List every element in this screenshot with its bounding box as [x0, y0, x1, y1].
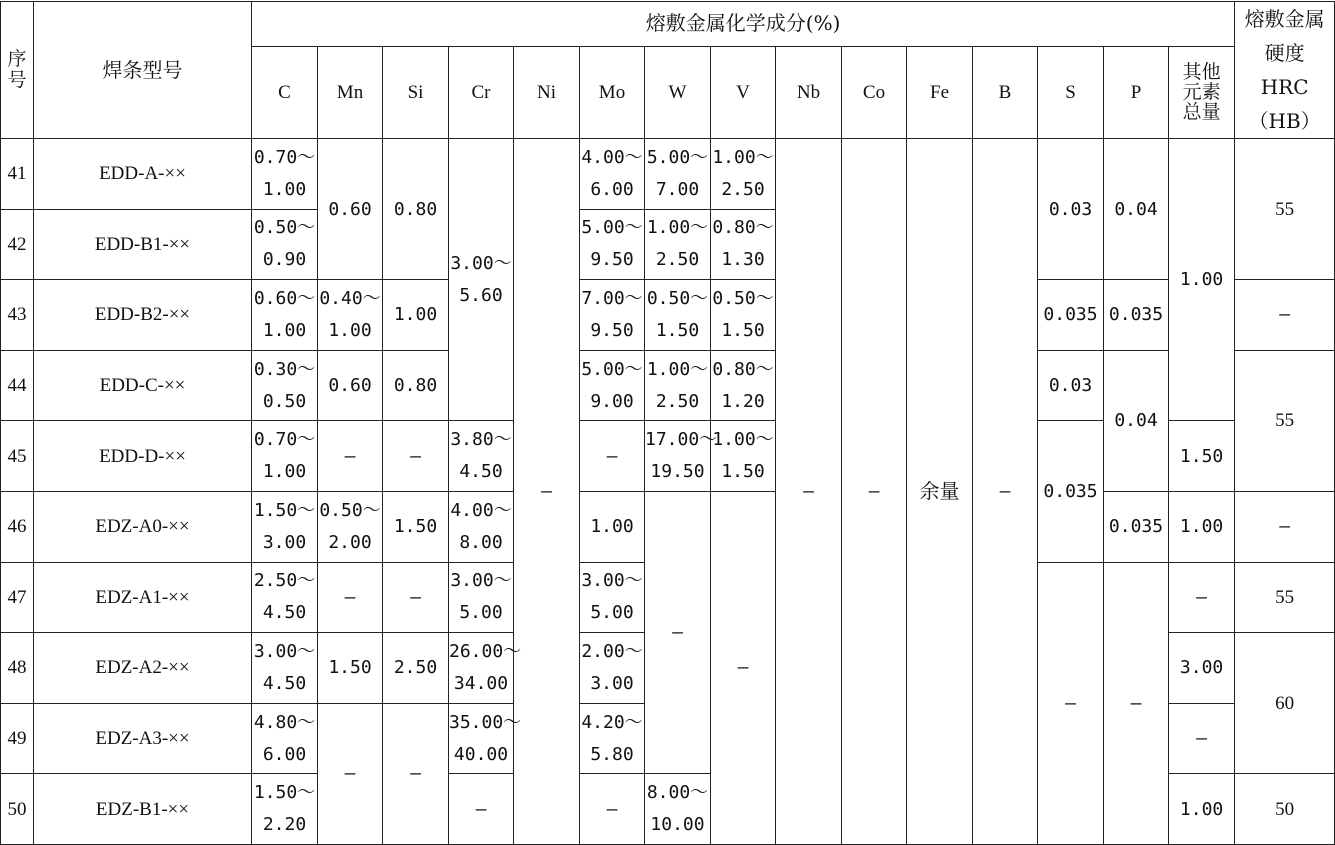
row-no: 42: [1, 209, 34, 280]
range-high: 4.50: [459, 461, 503, 483]
cell-c: [252, 703, 318, 774]
header-composition: 熔敷金属化学成分(%): [252, 2, 1235, 47]
cell-v: —: [711, 491, 776, 844]
header-element-c: C: [252, 46, 318, 138]
cell-other: 3.00: [1169, 633, 1235, 704]
range-high: 1.00: [262, 319, 307, 341]
cell-cr: [449, 633, 522, 704]
cell-hardness: 50: [1235, 774, 1335, 845]
range-high: 2.50: [655, 249, 700, 271]
range-low: 17.00～: [645, 429, 718, 451]
range-low: 1.00～: [712, 429, 774, 451]
cell-mn: [318, 491, 383, 562]
row-model: EDZ-A3-××: [34, 703, 252, 774]
cell-mo: [580, 280, 645, 351]
range-low: 0.50～: [646, 287, 709, 309]
header-element-mn: Mn: [318, 46, 383, 138]
range-low: 3.80～: [450, 429, 512, 451]
cell-w: —: [645, 491, 711, 773]
range-high: 9.50: [590, 319, 634, 341]
range-high: 1.50: [721, 461, 765, 483]
range-high: 1.00: [262, 461, 307, 483]
cell-c: [252, 562, 318, 633]
row-model: EDD-B1-××: [34, 209, 252, 280]
range-high: 9.00: [590, 390, 634, 412]
cell-w: [645, 280, 711, 351]
cell-si: —: [383, 562, 449, 633]
cell-w: [645, 350, 711, 421]
range-high: 5.80: [590, 743, 634, 765]
range-high: 0.90: [262, 249, 307, 271]
cell-other: —: [1169, 703, 1235, 774]
range-high: 1.20: [721, 390, 765, 412]
range-high: 1.50: [721, 319, 765, 341]
cell-co: —: [842, 139, 907, 845]
cell-hardness: 55: [1235, 562, 1335, 633]
range-low: 3.00～: [450, 570, 512, 592]
cell-c: [252, 491, 318, 562]
range-low: 5.00～: [581, 217, 643, 239]
header-element-cr: Cr: [449, 46, 514, 138]
cell-w: [645, 139, 711, 210]
range-high: 6.00: [590, 178, 634, 200]
cell-mo: [580, 562, 645, 633]
range-high: 6.00: [262, 743, 307, 765]
range-low: 3.00～: [450, 252, 512, 274]
range-low: 1.00～: [646, 358, 709, 380]
cell-w: [645, 774, 711, 845]
cell-mn: 0.60: [318, 350, 383, 421]
row-no: 49: [1, 703, 34, 774]
range-low: 4.00～: [581, 146, 643, 168]
cell-other: 1.00: [1169, 139, 1235, 421]
cell-cr: [449, 562, 514, 633]
cell-fe: 余量: [907, 139, 973, 845]
header-element-other: 其他元素总量: [1169, 46, 1235, 138]
range-high: 2.20: [262, 814, 307, 836]
cell-mo: —: [580, 421, 645, 492]
range-high: 2.50: [721, 178, 765, 200]
range-high: 0.50: [262, 390, 307, 412]
range-high: 1.00: [328, 319, 372, 341]
header-hardness: 熔敷金属硬度 HRC（HB）: [1235, 2, 1335, 139]
header-element-w: W: [645, 46, 711, 138]
range-high: 5.00: [590, 602, 634, 624]
range-low: 0.80～: [712, 217, 774, 239]
cell-p: 0.035: [1104, 280, 1169, 351]
cell-s: 0.03: [1038, 350, 1104, 421]
range-high: 4.50: [262, 602, 307, 624]
cell-other: 1.50: [1169, 421, 1235, 492]
cell-si: 1.50: [383, 491, 449, 562]
range-low: 0.50～: [319, 499, 381, 521]
range-low: 4.80～: [253, 711, 316, 733]
cell-other: —: [1169, 562, 1235, 633]
range-low: 0.70～: [253, 146, 316, 168]
row-no: 48: [1, 633, 34, 704]
cell-mn: —: [318, 421, 383, 492]
header-model: 焊条型号: [34, 2, 252, 139]
range-low: 2.00～: [581, 640, 643, 662]
header-element-p: P: [1104, 46, 1169, 138]
row-model: EDD-D-××: [34, 421, 252, 492]
cell-hardness: 55: [1235, 350, 1335, 491]
cell-ni: —: [514, 139, 580, 845]
row-model: EDZ-A1-××: [34, 562, 252, 633]
row-model: EDZ-A2-××: [34, 633, 252, 704]
row-model: EDD-B2-××: [34, 280, 252, 351]
cell-hardness: —: [1235, 280, 1335, 351]
cell-p: 0.035: [1104, 491, 1169, 562]
range-low: 0.40～: [319, 287, 381, 309]
header-element-b: B: [973, 46, 1038, 138]
row-model: EDD-A-××: [34, 139, 252, 210]
range-low: 0.80～: [712, 358, 774, 380]
range-high: 4.50: [262, 672, 307, 694]
header-element-s: S: [1038, 46, 1104, 138]
range-low: 35.00～: [449, 711, 522, 733]
range-low: 5.00～: [581, 358, 643, 380]
cell-mn: —: [318, 703, 383, 844]
cell-mo: [580, 703, 645, 774]
range-high: 2.50: [655, 390, 700, 412]
cell-cr: [449, 421, 514, 492]
header-element-si: Si: [383, 46, 449, 138]
range-high: 1.00: [262, 178, 307, 200]
range-low: 0.70～: [253, 429, 316, 451]
range-high: 7.00: [655, 178, 700, 200]
cell-v: [711, 350, 776, 421]
row-no: 44: [1, 350, 34, 421]
cell-w: [645, 421, 718, 492]
cell-hardness: 55: [1235, 139, 1335, 280]
cell-c: [252, 633, 318, 704]
cell-mn: 1.50: [318, 633, 383, 704]
row-model: EDD-C-××: [34, 350, 252, 421]
cell-cr: [449, 139, 514, 421]
range-low: 4.20～: [581, 711, 643, 733]
range-low: 26.00～: [449, 640, 522, 662]
range-high: 9.50: [590, 249, 634, 271]
cell-w: [645, 209, 711, 280]
cell-si: —: [383, 703, 449, 844]
cell-c: [252, 774, 318, 845]
cell-si: 0.80: [383, 139, 449, 280]
cell-s: 0.035: [1038, 280, 1104, 351]
range-low: 0.50～: [712, 287, 774, 309]
range-high: 5.00: [459, 602, 503, 624]
range-low: 2.50～: [253, 570, 316, 592]
cell-si: 2.50: [383, 633, 449, 704]
cell-mo: [580, 139, 645, 210]
cell-b: —: [973, 139, 1038, 845]
cell-mo: [580, 209, 645, 280]
cell-si: 0.80: [383, 350, 449, 421]
header-element-nb: Nb: [776, 46, 842, 138]
cell-cr: —: [449, 774, 514, 845]
cell-c: [252, 421, 318, 492]
range-low: 1.00～: [712, 146, 774, 168]
header-element-v: V: [711, 46, 776, 138]
cell-si: —: [383, 421, 449, 492]
cell-mo: [580, 350, 645, 421]
range-low: 4.00～: [450, 499, 512, 521]
row-model: EDZ-B1-××: [34, 774, 252, 845]
cell-s: 0.035: [1038, 421, 1104, 562]
cell-other: 1.00: [1169, 491, 1235, 562]
range-low: 1.50～: [253, 782, 316, 804]
range-high: 3.00: [262, 531, 307, 553]
range-low: 1.50～: [253, 499, 316, 521]
row-no: 43: [1, 280, 34, 351]
range-low: 0.50～: [253, 217, 316, 239]
cell-v: [711, 209, 776, 280]
cell-hardness: —: [1235, 491, 1335, 562]
cell-mn: —: [318, 562, 383, 633]
cell-si: 1.00: [383, 280, 449, 351]
header-element-ni: Ni: [514, 46, 580, 138]
header-element-mo: Mo: [580, 46, 645, 138]
cell-v: [711, 280, 776, 351]
cell-p: 0.04: [1104, 139, 1169, 280]
cell-mn: [318, 280, 383, 351]
cell-hardness: 60: [1235, 633, 1335, 774]
header-element-co: Co: [842, 46, 907, 138]
row-no: 41: [1, 139, 34, 210]
range-low: 5.00～: [646, 146, 709, 168]
cell-s: 0.03: [1038, 139, 1104, 280]
range-low: 3.00～: [253, 640, 316, 662]
cell-cr: [449, 491, 514, 562]
range-high: 1.50: [655, 319, 700, 341]
header-seq-text: 序 号: [7, 48, 27, 91]
range-high: 2.00: [328, 531, 372, 553]
range-high: 5.60: [459, 284, 503, 306]
range-high: 10.00: [650, 814, 705, 836]
cell-c: [252, 280, 318, 351]
range-high: 3.00: [590, 672, 634, 694]
range-high: 8.00: [459, 531, 503, 553]
range-high: 19.50: [650, 461, 705, 483]
row-no: 46: [1, 491, 34, 562]
cell-mo: 1.00: [580, 491, 645, 562]
header-seq: [1, 2, 34, 139]
range-low: 0.60～: [253, 287, 316, 309]
row-no: 45: [1, 421, 34, 492]
range-low: 3.00～: [581, 570, 643, 592]
range-high: 34.00: [453, 672, 509, 694]
cell-cr: [449, 703, 522, 774]
cell-v: [711, 139, 776, 210]
cell-mo: —: [580, 774, 645, 845]
cell-p: 0.04: [1104, 350, 1169, 491]
cell-c: [252, 209, 318, 280]
range-high: 1.30: [721, 249, 765, 271]
row-no: 50: [1, 774, 34, 845]
welding-electrode-composition-table: [0, 1, 1335, 845]
cell-c: [252, 350, 318, 421]
cell-s: —: [1038, 562, 1104, 844]
row-model: EDZ-A0-××: [34, 491, 252, 562]
range-low: 8.00～: [646, 782, 709, 804]
cell-c: [252, 139, 318, 210]
cell-other: 1.00: [1169, 774, 1235, 845]
cell-mo: [580, 633, 645, 704]
row-no: 47: [1, 562, 34, 633]
range-high: 40.00: [453, 743, 509, 765]
range-low: 0.30～: [253, 358, 316, 380]
cell-mn: 0.60: [318, 139, 383, 280]
cell-p: —: [1104, 562, 1169, 844]
range-low: 7.00～: [581, 287, 643, 309]
cell-v: [711, 421, 776, 492]
header-element-fe: Fe: [907, 46, 973, 138]
cell-nb: —: [776, 139, 842, 845]
range-low: 1.00～: [646, 217, 709, 239]
